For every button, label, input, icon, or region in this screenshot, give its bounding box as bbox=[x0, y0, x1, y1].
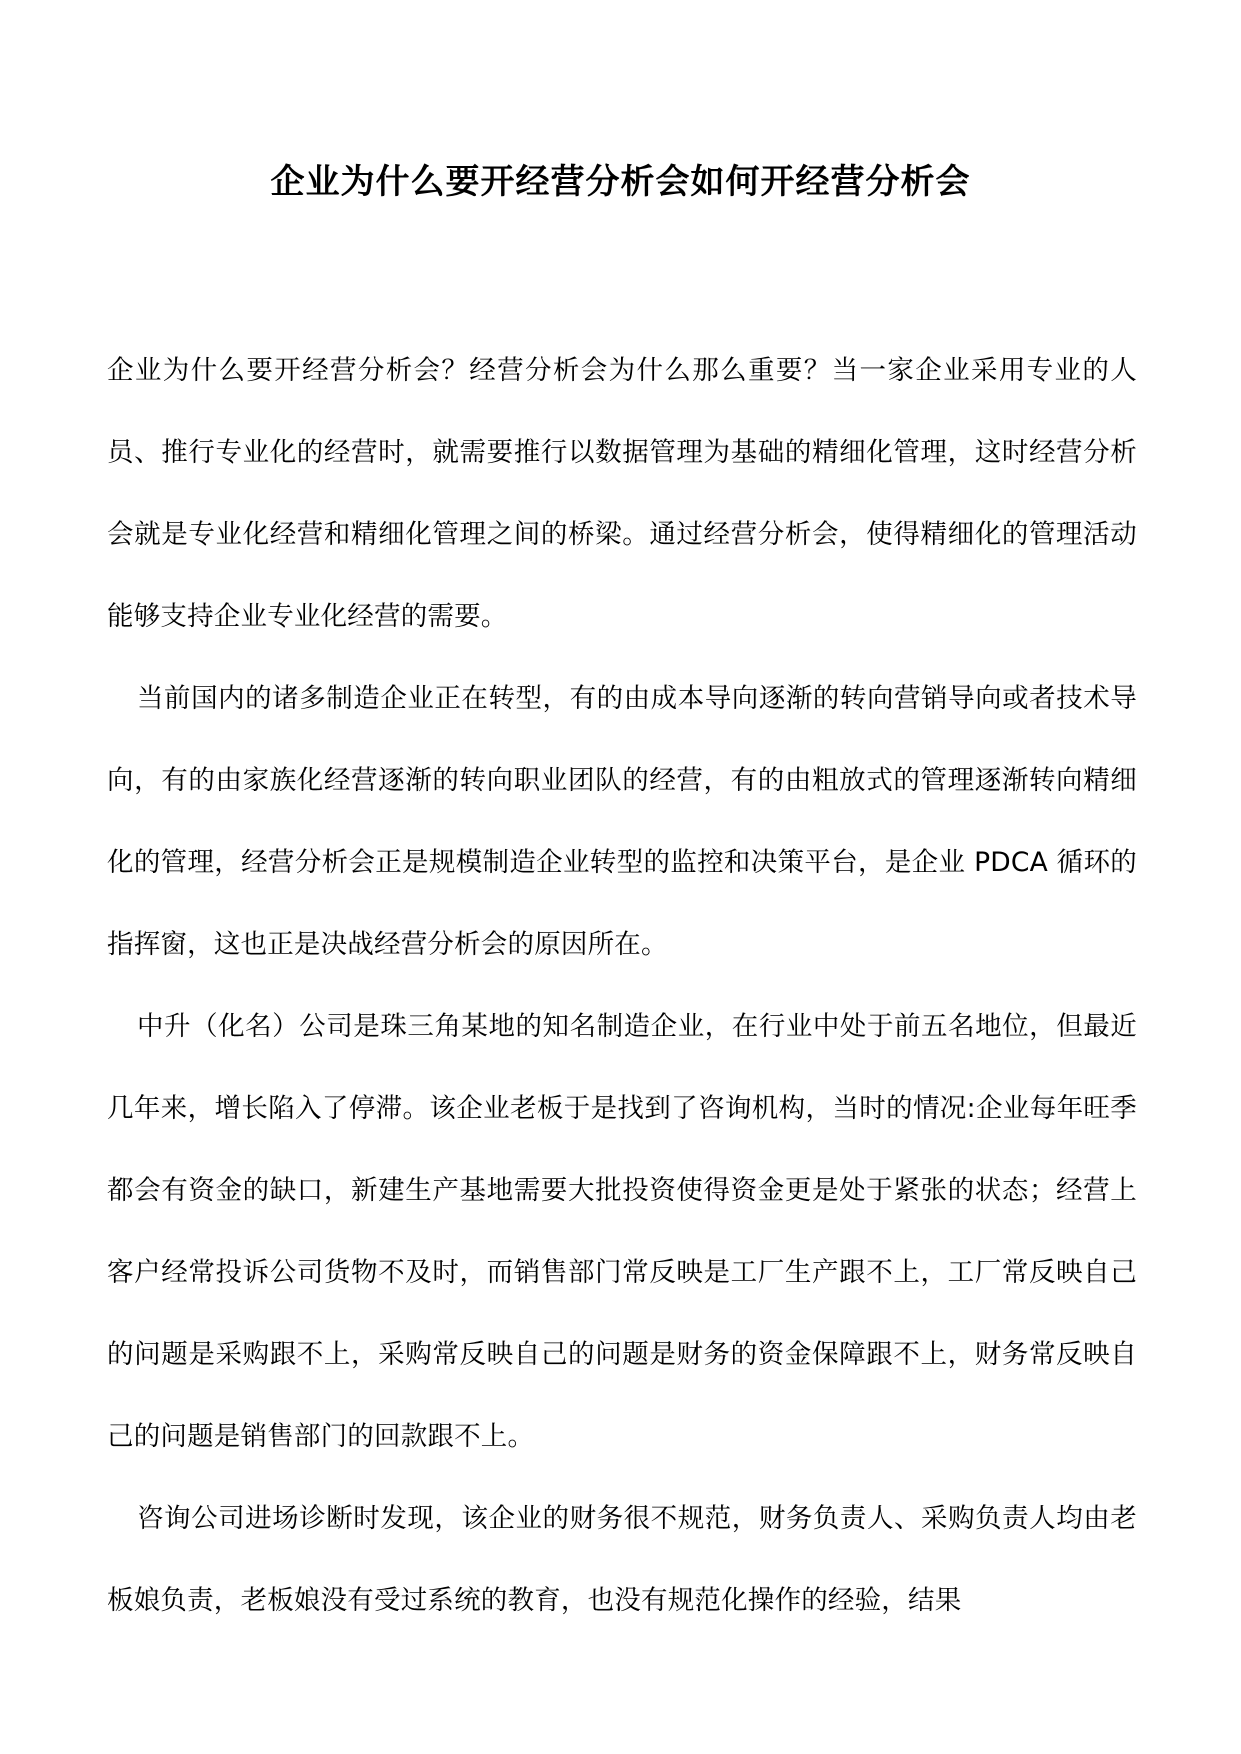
paragraph-transformation: 当前国内的诸多制造企业正在转型，有的由成本导向逐渐的转向营销导向或者技术导向，有的由家族化经营逐渐的转向职业团队的经营，有的由粗放式的管理逐渐转向精细化的管理，经营分析会正是规模制造企业转型的监控和决策平台，是企业 PDCA 循环的指挥窗，这也正是决战经营分析会的原因所在。 bbox=[107, 683, 1137, 960]
document-body bbox=[107, 330, 1137, 1642]
paragraph-diagnosis: 咨询公司进场诊断时发现，该企业的财务很不规范，财务负责人、采购负责人均由老板娘负责，老板娘没有受过系统的教育，也没有规范化操作的经验，结果 bbox=[107, 1503, 1137, 1616]
paragraph-case-background: 中升（化名）公司是珠三角某地的知名制造企业，在行业中处于前五名地位，但最近几年来，增长陷入了停滞。该企业老板于是找到了咨询机构，当时的情况:企业每年旺季都会有资金的缺口，新建生产基地需要大批投资使得资金更是处于紧张的状态；经营上客户经常投诉公司货物不及时，而销售部门常反映是工厂生产跟不上，工厂常反映自己的问题是采购跟不上，采购常反映自己的问题是财务的资金保障跟不上，财务常反映自己的问题是销售部门的回款跟不上。 bbox=[107, 1011, 1137, 1452]
document-title: 企业为什么要开经营分析会如何开经营分析会 bbox=[270, 162, 971, 202]
paragraph-intro: 企业为什么要开经营分析会？经营分析会为什么那么重要？当一家企业采用专业的人员、推行专业化的经营时，就需要推行以数据管理为基础的精细化管理，这时经营分析会就是专业化经营和精细化管理之间的桥梁。通过经营分析会，使得精细化的管理活动能够支持企业专业化经营的需要。 bbox=[107, 355, 1137, 632]
